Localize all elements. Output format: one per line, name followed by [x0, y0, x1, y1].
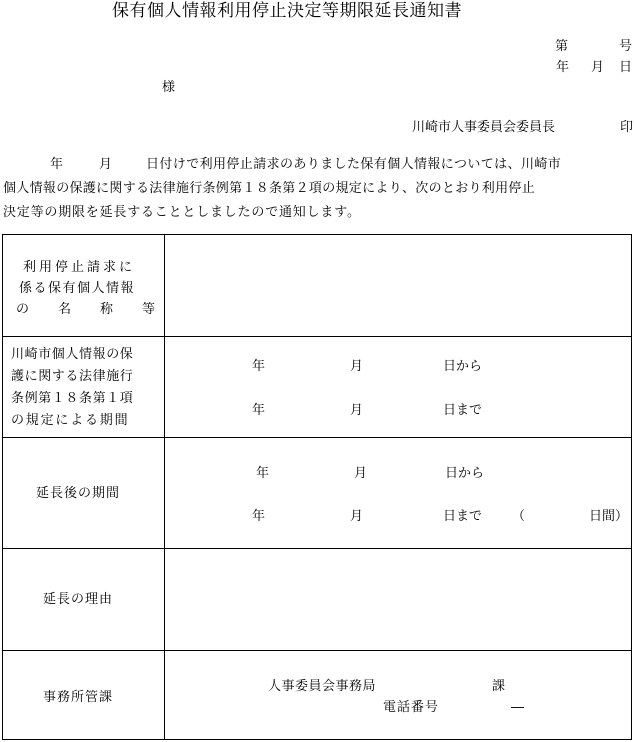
row2-to-month: 月: [350, 403, 364, 418]
body-month: 月: [99, 157, 113, 172]
row-divider-4: [3, 650, 631, 651]
row3-to-day: 日まで: [443, 509, 483, 524]
row2-from-month: 月: [350, 359, 364, 374]
doc-number-dai: 第: [555, 39, 569, 54]
row4-value: [165, 549, 631, 650]
row1-value: [165, 235, 631, 336]
issuer-name: 川崎市人事委員会委員長: [412, 120, 556, 135]
body-line3: 決定等の期限を延長することとしましたので通知します。: [3, 205, 361, 220]
row3-to-month: 月: [350, 509, 364, 524]
body-line2: 個人情報の保護に関する法律施行条例第１８条第２項の規定により、次のとおり利用停止: [3, 181, 536, 196]
row1-label-char-no: の: [16, 302, 30, 317]
row3-from-month: 月: [354, 466, 368, 481]
row2-label-line2: 護に関する法律施行: [11, 369, 134, 384]
row5-office: 人事委員会事務局: [268, 679, 377, 694]
row3-from-year: 年: [256, 466, 270, 481]
document-title: 保有個人情報利用停止決定等期限延長通知書: [112, 1, 462, 21]
row3-days: 日間）: [589, 509, 629, 524]
row3-paren-open: （: [512, 509, 526, 524]
body-line1: 日付けで利用停止請求のありました保有個人情報については、川崎市: [146, 157, 562, 172]
date-month: 月: [591, 60, 605, 75]
row1-label-char-na: 名: [57, 302, 71, 317]
addressee-suffix: 様: [162, 80, 176, 95]
row2-to-year: 年: [252, 403, 266, 418]
row1-label-char-sho: 称: [99, 302, 113, 317]
date-day: 日: [619, 60, 633, 75]
row2-label-line3: 条例第１８条第１項: [11, 391, 134, 406]
seal-mark: 印: [620, 120, 634, 135]
doc-number-go: 号: [619, 39, 633, 54]
row1-label-line1: 利用停止請求に: [23, 260, 136, 275]
date-year: 年: [556, 60, 570, 75]
row3-label: 延長後の期間: [36, 486, 121, 501]
row1-label-line3: [16, 303, 155, 316]
row2-from-year: 年: [252, 359, 266, 374]
row4-label: 延長の理由: [43, 592, 114, 607]
row1-label-line2: 係る保有個人情報: [19, 281, 136, 296]
row5-phone-dash: ―: [511, 700, 524, 715]
row-divider-2: [3, 437, 631, 438]
row2-from-day: 日から: [443, 359, 483, 374]
row2-to-day: 日まで: [443, 403, 483, 418]
row5-ka: 課: [492, 679, 506, 694]
row-divider-1: [3, 336, 631, 337]
body-year: 年: [50, 157, 64, 172]
row5-label: 事務所管課: [43, 690, 114, 705]
row3-from-day: 日から: [445, 466, 485, 481]
extension-table: [2, 234, 632, 740]
row1-label-char-to: 等: [141, 302, 155, 317]
row5-phone-label: 電話番号: [383, 700, 440, 715]
row2-label-line1: 川崎市個人情報の保: [11, 347, 134, 362]
row3-to-year: 年: [252, 509, 266, 524]
row2-label-line4: の規定による期間: [11, 413, 130, 428]
